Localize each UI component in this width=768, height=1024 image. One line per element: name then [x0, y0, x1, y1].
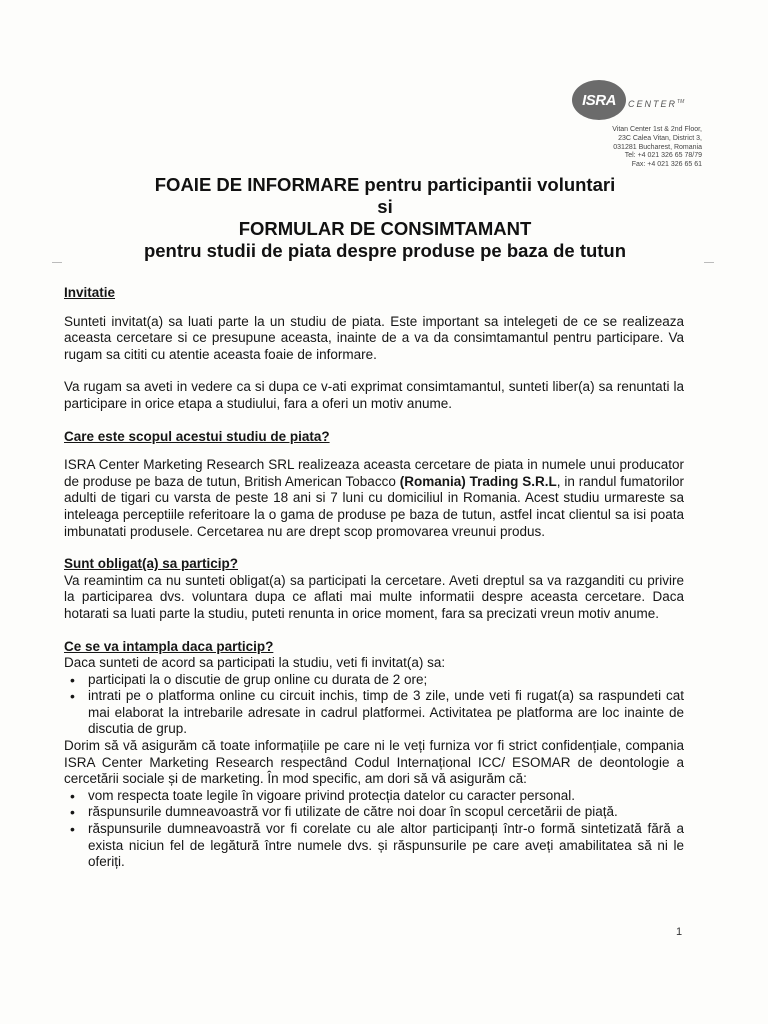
logo-row	[572, 80, 712, 120]
heading-scop: Care este scopul acestui studiu de piata?	[64, 428, 330, 444]
paragraph-invitatie-1: Sunteti invitat(a) sa luati parte la un studiu de piata. Este important sa intelegeti de ce se realizeaza aceasta cercetare si ce presupune aceasta, inainte de a va da consimtamantul pentru participare. Va rugam sa cititi cu atentie aceasta foaie de informare.	[64, 313, 684, 362]
list-item: • răspunsurile dumneavoastră vor fi corelate cu ale altor participanți într-o formă sintetizată fără a exista niciun fel de legătură între numele dvs. și răspunsurile pe care aveți amabilitatea să ni le oferiți.	[88, 821, 684, 871]
address-line: 031281 Bucharest, Romania	[613, 143, 702, 151]
title-line-1	[60, 174, 710, 196]
isra-logo-mark: ISRA	[572, 80, 626, 120]
logo-trademark: TM	[677, 99, 685, 105]
title-bold-part: FOAIE DE INFORMARE	[154, 174, 360, 195]
list-item: • vom respecta toate legile în vigoare privind protecția datelor cu caracter personal.	[88, 788, 684, 805]
scan-mark	[704, 262, 714, 263]
title-line-3: FORMULAR DE CONSIMTAMANT	[238, 218, 532, 239]
title-line-4: pentru studii de piata despre produse pe baza de tutun	[143, 240, 627, 261]
document-body	[64, 285, 684, 871]
heading-obligat: Sunt obligat(a) sa particip?	[64, 556, 239, 572]
company-address	[582, 126, 702, 170]
isra-center-logo	[572, 80, 712, 170]
assurance-list	[64, 788, 684, 871]
address-line: Vitan Center 1st & 2nd Floor,	[612, 126, 702, 133]
scop-text-a: ISRA Center Marketing Research SRL realizeaza aceasta cercetare de piata in numele unui producator de produse pe baza de tutun, British American Tobacco	[64, 457, 684, 489]
document-title	[60, 174, 710, 262]
paragraph-scop	[64, 457, 684, 540]
participation-list	[64, 672, 684, 738]
title-line-2: si	[377, 196, 393, 217]
paragraph-intampla-intro: Daca sunteti de acord sa participati la studiu, veti fi invitat(a) sa:	[64, 655, 446, 671]
heading-invitatie: Invitatie	[64, 285, 116, 300]
title-rest-part: pentru participantii voluntari	[359, 174, 616, 195]
scan-mark	[52, 262, 62, 263]
page-number: 1	[676, 926, 683, 938]
heading-intampla: Ce se va intampla daca particip?	[64, 638, 274, 654]
paragraph-obligat: Va reamintim ca nu sunteti obligat(a) sa participati la cercetare. Aveti dreptul sa va razganditi cu privire la participarea dvs. voluntara dupa ce aflati mai multe informatii despre aceasta cercetare. Daca hotarati sa luati parte la studiu, puteti renunta in orice moment, fara sa precizati vreun motiv anume.	[64, 572, 684, 621]
address-line: 23C Calea Vitan, District 3,	[618, 134, 702, 142]
logo-suffix: CENTER	[628, 99, 678, 109]
scop-company-bold: (Romania) Trading S.R.L	[399, 473, 557, 489]
address-line: Tel: +4 021 326 65 78/79	[624, 152, 702, 160]
list-item: • răspunsurile dumneavoastră vor fi utilizate de către noi doar în scopul cercetării de piață.	[88, 804, 684, 821]
list-item: • participati la o discutie de grup online cu durata de 2 ore;	[88, 672, 684, 689]
paragraph-invitatie-2: Va rugam sa aveti in vedere ca si dupa ce v-ati exprimat consimtamantul, sunteti liber(a) sa renuntati la participare in orice etapa a studiului, fara a oferi un motiv anume.	[64, 379, 684, 411]
address-line: Fax: +4 021 326 65 61	[631, 161, 702, 169]
scop-text-c: , in randul fumatorilor adulti de tigari cu varsta de peste 18 ani si 7 luni cu domiciliul in Romania. Acest studiu urmareste sa inteleaga perceptiile referitoare la o gama de produse pe baza de tutun, astfel incat clientul sa isi poata imbunatati produsele. Cercetarea nu are drept scop promovarea vreunui produs.	[64, 473, 684, 539]
list-item: • intrati pe o platforma online cu circuit inchis, timp de 3 zile, unde veti fi rugat(a) sa raspundeti cat mai elaborat la intrebarile adresate in cadrul platformei. Activitatea pe platforma are loc inainte de discutia de grup.	[88, 688, 684, 738]
paragraph-confidentiality: Dorim să vă asigurăm că toate informațiile pe care ni le veți furniza vor fi strict confidențiale, compania ISRA Center Marketing Research respectând Codul Internațional ICC/ ESOMAR de deontologie a cercetării sociale și de marketing. În mod specific, am dori să vă asigurăm că:	[64, 738, 684, 787]
logo-center-text	[628, 99, 684, 109]
